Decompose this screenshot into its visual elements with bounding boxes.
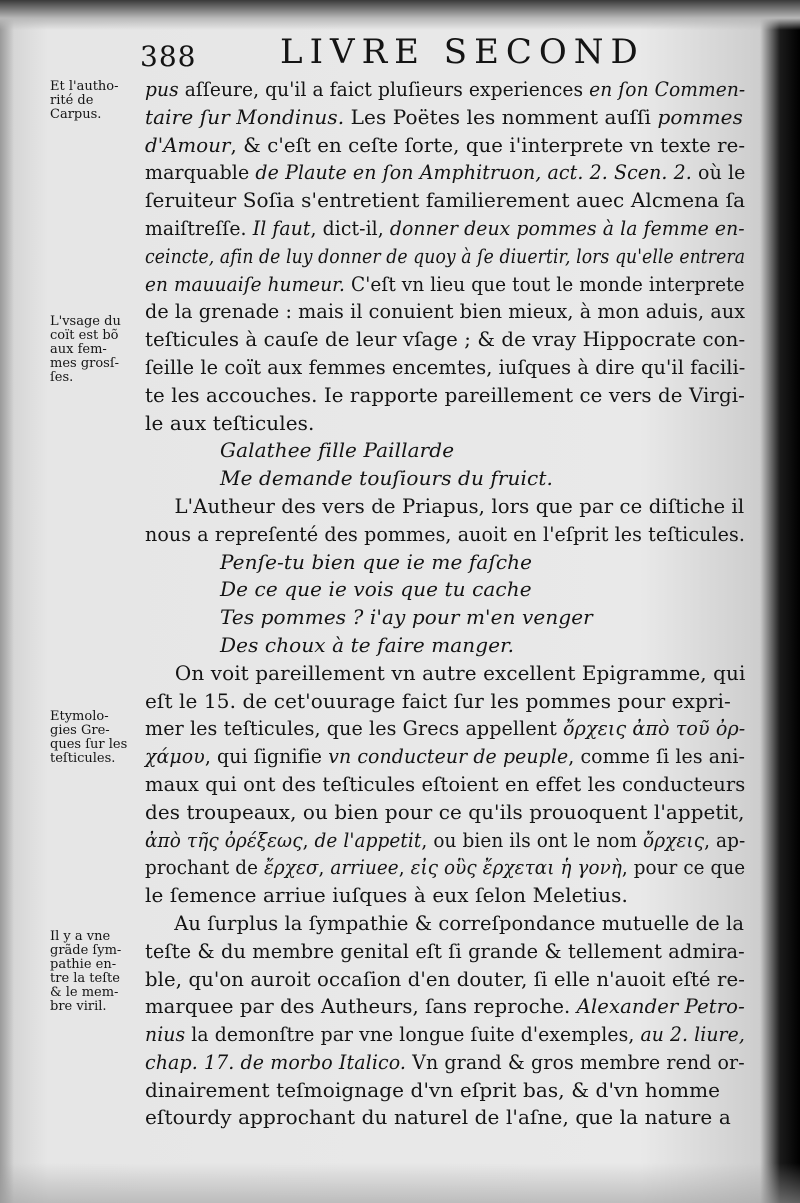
margin-note-line: ſes. (50, 370, 74, 385)
margin-note-line: tre la teſte (50, 971, 120, 986)
margin-note-line: coït est bõ (50, 328, 119, 343)
italic-run: Alexander Petro- (576, 994, 745, 1019)
text-run: Les Poëtes les nomment auſſi (344, 104, 658, 129)
margin-note-line: L'vsage du (50, 314, 121, 329)
page-header (140, 30, 760, 80)
text-run: , & c'eſt en ceſte ſorte, que i'interprete vn texte re- (230, 132, 746, 157)
italic-run: en mauuaiſe humeur. (145, 271, 346, 296)
text-run: le aux teſticules. (145, 410, 315, 435)
text-run: marquee par des Autheurs, ſans reproche. (145, 994, 577, 1019)
text-run: le ſemence arriue iuſques à eux ſelon Meletius. (145, 883, 628, 908)
text-line (145, 326, 746, 354)
text-run: L'Autheur des vers de Priapus, lors que par ce diſtiche il (174, 493, 745, 518)
italic-run: pommes (657, 104, 743, 129)
italic-run: de Plaute en ſon Amphitruon, act. 2. Scen. 2. (255, 160, 692, 185)
text-line (145, 827, 746, 855)
text-run: dinairement teſmoignage d'vn eſprit bas, & d'vn homme (145, 1077, 721, 1102)
text-run: , dict-il, (310, 215, 390, 240)
text-line (145, 298, 746, 326)
bottom-shadow (0, 1163, 800, 1203)
text-run: , ou bien ils ont le nom (421, 827, 644, 852)
text-line (145, 966, 745, 994)
text-line (145, 688, 745, 716)
margin-note-line: teſticules. (50, 751, 116, 766)
text-line (145, 104, 745, 132)
text-run: , (318, 855, 331, 880)
text-run: te les accouches. Ie rapporte pareillement ce vers de Virgi- (145, 382, 745, 407)
text-line (145, 521, 746, 549)
italic-run: au 2. liure, (640, 1022, 745, 1047)
spine-shadow (0, 0, 14, 1203)
greek-run: χάμου (145, 744, 205, 769)
italic-run: nius (145, 1022, 186, 1047)
text-run: prochant de (145, 855, 264, 880)
margin-note-line: bre viril. (50, 999, 107, 1014)
text-line (145, 187, 745, 215)
text-line (145, 493, 745, 521)
margin-note-line: Et l'autho- (50, 79, 119, 94)
body-text (145, 76, 745, 1132)
text-line (145, 271, 745, 299)
text-line (145, 910, 745, 938)
verse-line (145, 549, 745, 577)
margin-note-carpus (50, 80, 142, 122)
text-run: de la grenade : mais il conuient bien mieux, à mon aduis, aux (145, 299, 746, 324)
text-line (145, 799, 745, 827)
text-line (145, 1104, 745, 1132)
italic-run: de l'appetit (314, 827, 422, 852)
margin-note-line: pathie en- (50, 957, 117, 972)
italic-run: pus (145, 77, 179, 101)
text-run: la demonſtre par vne longue ſuite d'exemples, (185, 1022, 641, 1047)
italic-run: vn conducteur de peuple (328, 744, 569, 769)
italic-run: taire ſur Mondinus. (145, 104, 345, 129)
text-run: , pour ce que (621, 855, 746, 880)
verse-text: Me demande touſiours du fruict. (220, 466, 553, 491)
text-run: aſſeure, qu'il a faict pluſieurs experiences (178, 77, 590, 101)
text-line (145, 882, 745, 910)
text-line (145, 1021, 745, 1049)
italic-run: chap. 17. de morbo Italico. (145, 1049, 407, 1074)
text-line (145, 132, 746, 160)
verse-text: Tes pommes ? i'ay pour m'en venger (220, 605, 593, 630)
text-line (145, 76, 746, 104)
verse-line (145, 632, 745, 660)
greek-run: ὄρχεις ἀπὸ τοῦ ὀρ- (563, 716, 746, 741)
running-head: LIVRE SECOND (280, 32, 645, 72)
text-run: , (398, 855, 411, 880)
text-run: ble, qu'on auroit occaſion d'en douter, ſi elle n'auoit eſté re- (145, 966, 745, 991)
text-run: mer les teſticules, que les Grecs appellent (145, 716, 564, 741)
text-run: teſticules à cauſe de leur vſage ; & de vray Hippocrate con- (145, 327, 746, 352)
greek-run: εἰς οὓς ἔρχεται ἡ γονὴ (410, 855, 622, 880)
text-run: C'eſt vn lieu que tout le monde interprete (345, 271, 745, 296)
greek-run: ἀπὸ τῆς ὀρέξεως (145, 827, 303, 852)
text-run: , qui ſignifie (204, 744, 329, 769)
text-line (145, 938, 745, 966)
text-line (145, 1077, 745, 1105)
text-line (145, 215, 745, 243)
text-line (145, 243, 746, 271)
text-run: maiſtreſſe. (145, 215, 253, 240)
text-line (145, 771, 746, 799)
margin-note-line: aux fem- (50, 342, 107, 357)
verse-line (145, 604, 745, 632)
text-run: , ap- (704, 827, 746, 852)
margin-note-line: grãde ſym- (50, 943, 122, 958)
italic-run: ceincte, afin de luy donner de quoy à ſe diuertir, lors qu'elle entrera (145, 243, 746, 268)
verse-line (145, 465, 745, 493)
text-run: teſte & du membre genital eſt ſi grande & tellement admira- (145, 938, 745, 963)
text-line (145, 410, 745, 438)
margin-note-etymologies (50, 710, 142, 766)
italic-run: d'Amour (145, 132, 231, 157)
text-line (145, 743, 745, 771)
verse-line (145, 576, 745, 604)
text-run: , comme ſi les ani- (568, 744, 745, 769)
text-run: eſt le 15. de cet'ouurage faict ſur les pommes pour expri- (145, 688, 731, 713)
italic-run: arriuee (330, 855, 399, 880)
text-run: , (302, 827, 315, 852)
margin-note-line: mes grosſ- (50, 356, 120, 371)
text-line (145, 715, 746, 743)
text-run: maux qui ont des teſticules eſtoient en effet les conducteurs (145, 771, 746, 796)
page-number: 388 (140, 40, 197, 73)
margin-note-vsage (50, 315, 142, 385)
text-run: Au ſurplus la ſympathie & correſpondance mutuelle de la (174, 910, 745, 935)
italic-run: en ſon Commen- (589, 77, 746, 101)
margin-note-sympathie (50, 930, 142, 1014)
verse-text: Des choux à te faire manger. (220, 632, 515, 657)
text-run: où le (691, 160, 746, 185)
greek-run: ὄρχεις (643, 827, 705, 852)
margin-note-line: Etymolo- (50, 709, 109, 724)
text-run: marquable (145, 160, 256, 185)
text-run: Vn grand & gros membre rend or- (406, 1049, 745, 1074)
greek-run: ἔρχεσ (263, 855, 319, 880)
text-run: ſeruiteur Soſia s'entretient familierement auec Alcmena ſa (145, 188, 746, 213)
text-line (145, 854, 746, 882)
verse-text: De ce que ie vois que tu cache (220, 577, 532, 602)
text-line (145, 660, 746, 688)
margin-note-line: gies Gre- (50, 723, 110, 738)
margin-note-line: Il y a vne (50, 929, 111, 944)
text-run: On voit pareillement vn autre excellent Epigramme, qui (174, 660, 746, 685)
italic-run: donner deux pommes à la femme en- (389, 215, 745, 240)
margin-note-line: & le mem- (50, 985, 119, 1000)
text-line (145, 159, 746, 187)
margin-note-line: Carpus. (50, 107, 102, 122)
margin-note-line: rité de (50, 93, 94, 108)
text-line (145, 993, 745, 1021)
verse-text: Galathee fille Paillarde (220, 438, 455, 463)
text-run: eſtourdy approchant du naturel de l'aſne, que la nature a (145, 1105, 731, 1130)
text-line (145, 382, 745, 410)
text-run: ſeille le coït aux femmes encemtes, iuſques à dire qu'il facili- (145, 354, 746, 379)
top-edge-shadow (0, 0, 800, 30)
verse-line (145, 437, 745, 465)
text-run: des troupeaux, ou bien pour ce qu'ils prouoquent l'appetit, (145, 799, 745, 824)
italic-run: Il faut (252, 215, 311, 240)
verse-text: Penſe-tu bien que ie me faſche (220, 549, 533, 574)
text-line (145, 1049, 745, 1077)
margin-note-line: ques ſur les (50, 737, 128, 752)
text-run: nous a repreſenté des pommes, auoit en l'eſprit les teſticules. (145, 521, 746, 546)
text-line (145, 354, 746, 382)
